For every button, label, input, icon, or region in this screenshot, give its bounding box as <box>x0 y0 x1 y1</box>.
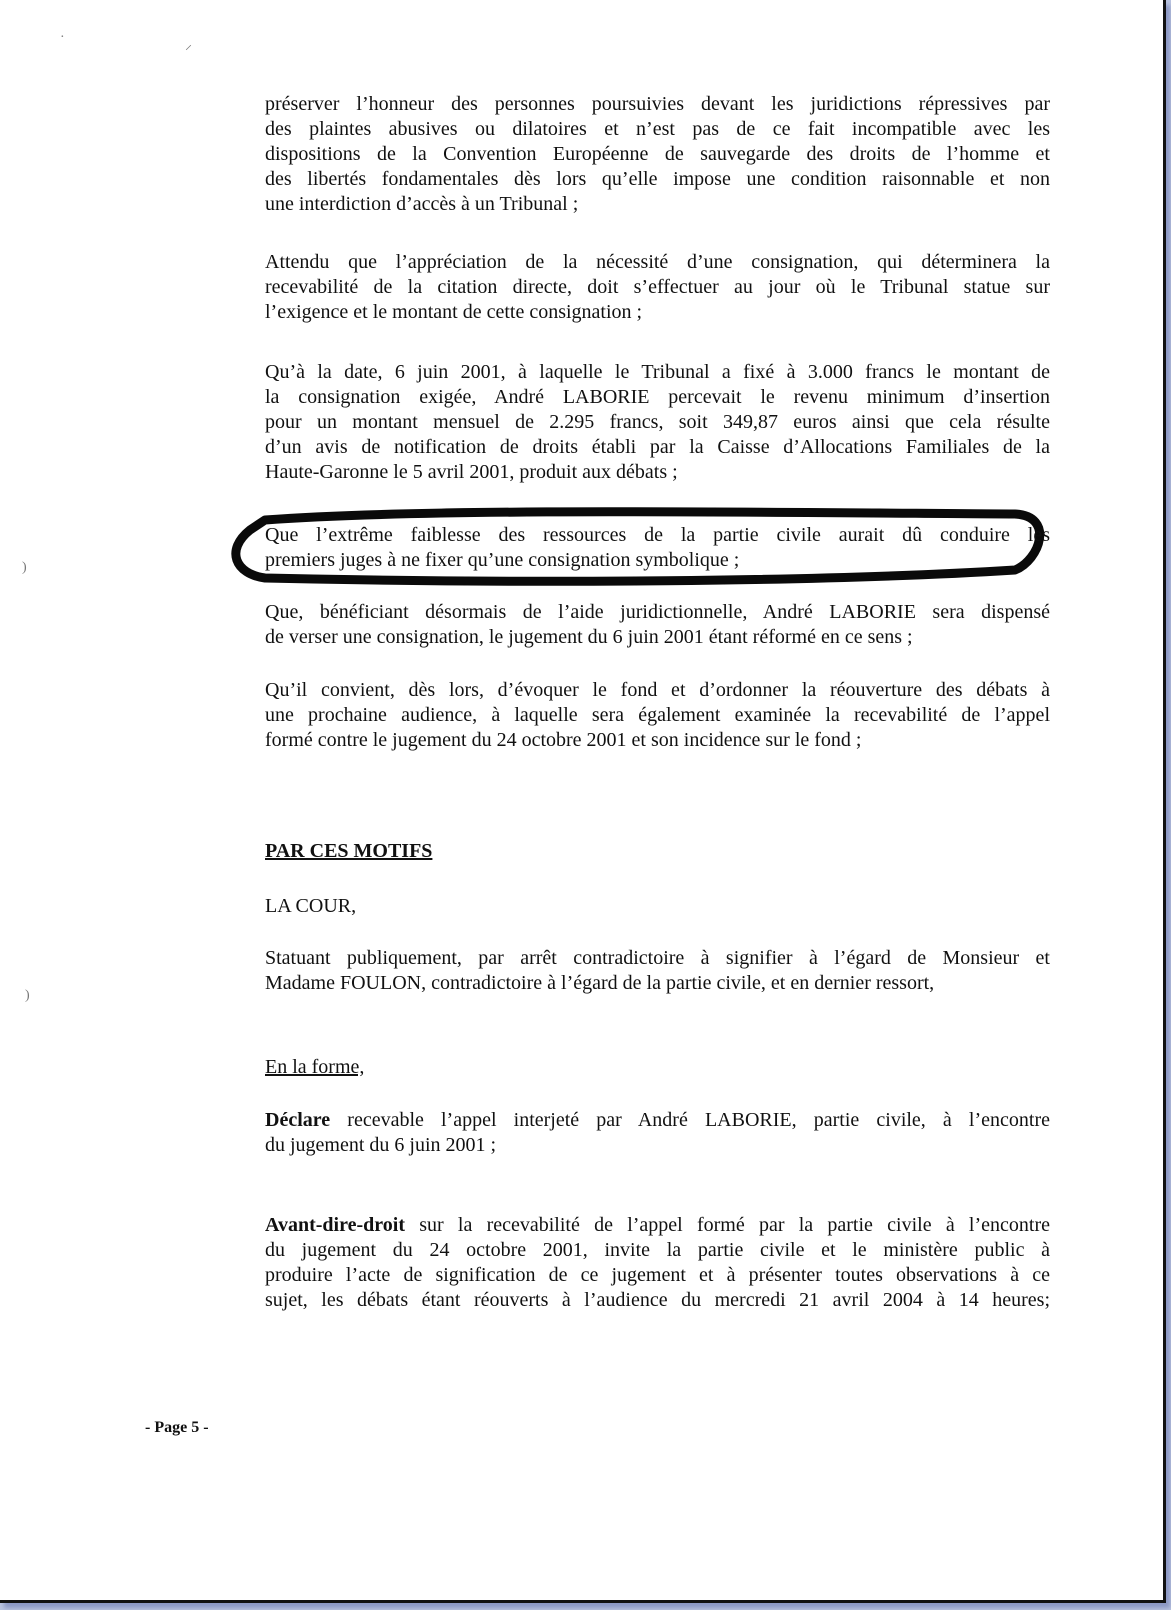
text-line: préserver l’honneur des personnes poursuivies devant les juridictions répressives par <box>265 93 1050 115</box>
bold-keyword: Avant-dire-droit <box>265 1214 405 1236</box>
text-line: d’un avis de notification de droits établi par la Caisse d’Allocations Familiales de la <box>265 436 1050 458</box>
text-fragment: recevable l’appel interjeté par André LABORIE, partie civile, à l’encontre <box>330 1109 1050 1131</box>
paragraph-honneur <box>265 92 1050 217</box>
scan-speck: ) <box>25 988 30 1003</box>
scan-speck: ⸝ <box>185 38 192 53</box>
text-line: Qu’à la date, 6 juin 2001, à laquelle le Tribunal a fixé à 3.000 francs le montant de <box>265 361 1050 383</box>
text-fragment: sur la recevabilité de l’appel formé par la partie civile à l’encontre <box>405 1214 1050 1236</box>
text-line: dispositions de la Convention Européenne de sauvegarde des droits de l’homme et <box>265 143 1050 165</box>
text-line: Que, bénéficiant désormais de l’aide juridictionnelle, André LABORIE sera dispensé <box>265 601 1050 623</box>
text-line: produire l’acte de signification de ce jugement et à présenter toutes observations à ce <box>265 1264 1050 1286</box>
text-line: Attendu que l’appréciation de la nécessité d’une consignation, qui déterminera la <box>265 251 1050 273</box>
text-line: une prochaine audience, à laquelle sera également examinée la recevabilité de l’appel <box>265 704 1050 726</box>
paragraph-aide <box>265 600 1050 650</box>
text-line: sujet, les débats étant réouverts à l’audience du mercredi 21 avril 2004 à 14 heures; <box>265 1289 1050 1311</box>
page-number: - Page 5 - <box>145 1419 209 1436</box>
paragraph-date <box>265 360 1050 485</box>
paragraph-statuant <box>265 946 1050 996</box>
text-line: de verser une consignation, le jugement du 6 juin 2001 étant réformé en ce sens ; <box>265 626 913 648</box>
text-line <box>265 1213 1050 1238</box>
text-line: du jugement du 24 octobre 2001, invite la partie civile et le ministère public à <box>265 1239 1050 1261</box>
text-line: formé contre le jugement du 24 octobre 2001 et son incidence sur le fond ; <box>265 729 862 751</box>
form-subheading: En la forme, <box>265 1056 365 1078</box>
text-line: une interdiction d’accès à un Tribunal ; <box>265 193 579 215</box>
text-line: premiers juges à ne fixer qu’une consignation symbolique ; <box>265 549 740 571</box>
scan-speck: ) <box>22 560 27 575</box>
text-line <box>265 1108 1050 1133</box>
text-line: du jugement du 6 juin 2001 ; <box>265 1134 497 1156</box>
text-line: Qu’il convient, dès lors, d’évoquer le fond et d’ordonner la réouverture des débats à <box>265 679 1050 701</box>
text-line: Statuant publiquement, par arrêt contradictoire à signifier à l’égard de Monsieur et <box>265 947 1050 969</box>
scan-speck: · <box>60 30 65 45</box>
paragraph-circled-faiblesse <box>265 523 1050 573</box>
text-line: Madame FOULON, contradictoire à l’égard de la partie civile, et en dernier ressort, <box>265 972 935 994</box>
paragraph-attendu <box>265 250 1050 325</box>
paragraph-declare <box>265 1108 1050 1158</box>
text-line: recevabilité de la citation directe, doit s’effectuer au jour où le Tribunal statue sur <box>265 276 1050 298</box>
court-label: LA COUR, <box>265 895 357 917</box>
paragraph-avant-dire-droit <box>265 1213 1050 1313</box>
text-line: des plaintes abusives ou dilatoires et n’est pas de ce fait incompatible avec les <box>265 118 1050 140</box>
section-heading: PAR CES MOTIFS <box>265 840 433 862</box>
text-line: l’exigence et le montant de cette consignation ; <box>265 301 643 323</box>
text-line: Que l’extrême faiblesse des ressources de la partie civile aurait dû conduire les <box>265 524 1050 546</box>
bold-keyword: Déclare <box>265 1109 331 1131</box>
text-line: Haute-Garonne le 5 avril 2001, produit aux débats ; <box>265 461 678 483</box>
text-line: pour un montant mensuel de 2.295 francs, soit 349,87 euros ainsi que cela résulte <box>265 411 1050 433</box>
paragraph-evoquer <box>265 678 1050 753</box>
text-line: des libertés fondamentales dès lors qu’elle impose une condition raisonnable et non <box>265 168 1050 190</box>
text-line: la consignation exigée, André LABORIE percevait le revenu minimum d’insertion <box>265 386 1050 408</box>
